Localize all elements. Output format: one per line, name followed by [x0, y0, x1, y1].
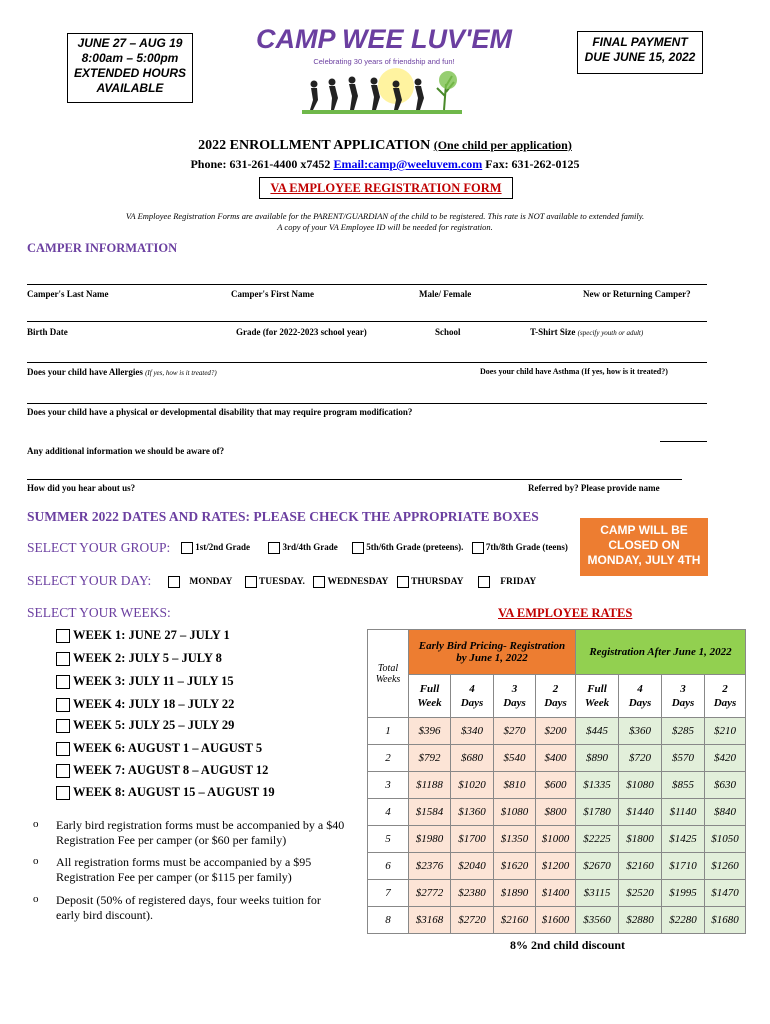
early-bird-rate-cell: $1400: [536, 880, 576, 907]
logo-tagline: Celebrating 30 years of friendship and fun!: [313, 57, 455, 66]
regular-rate-cell: $2880: [619, 907, 662, 934]
field-line[interactable]: [27, 321, 707, 322]
week-label: WEEK 1: JUNE 27 – JULY 1: [73, 628, 230, 642]
early-bird-rate-cell: $800: [536, 799, 576, 826]
regular-rate-cell: $1710: [662, 853, 705, 880]
regular-rate-cell: $1425: [662, 826, 705, 853]
week-label: WEEK 7: AUGUST 8 – AUGUST 12: [73, 763, 269, 777]
group-checkbox[interactable]: [352, 542, 364, 554]
rate-column-header: [451, 675, 494, 718]
early-bird-rate-cell: $1700: [451, 826, 494, 853]
regular-rate-cell: $3560: [576, 907, 619, 934]
regular-rate-cell: $720: [619, 745, 662, 772]
rate-column-header-line: Days: [503, 697, 526, 709]
regular-rate-cell: $1050: [705, 826, 746, 853]
camp-logo: [256, 24, 512, 119]
day-option-label: TUESDAY.: [258, 577, 305, 588]
rates-header-row: [368, 630, 746, 675]
regular-rate-cell: $570: [662, 745, 705, 772]
rate-column-header-line: Full: [419, 683, 440, 695]
regular-rate-cell: $890: [576, 745, 619, 772]
regular-rate-cell: $1080: [619, 772, 662, 799]
regular-rate-cell: $445: [576, 718, 619, 745]
day-label: SELECT YOUR DAY:: [27, 573, 152, 588]
rates-row: [368, 718, 746, 745]
early-bird-rate-cell: $340: [451, 718, 494, 745]
week-label: WEEK 4: JULY 18 – JULY 22: [73, 697, 235, 711]
bullet-icon: o: [33, 855, 39, 867]
early-bird-rate-cell: $792: [409, 745, 451, 772]
regular-rate-cell: $1780: [576, 799, 619, 826]
rate-column-header-line: 2: [722, 683, 728, 695]
intro-line-1: VA Employee Registration Forms are available for the PARENT/GUARDIAN of the child to be registered. This rate is NOT available to extended family.: [125, 211, 645, 221]
group-option-label: 3rd/4th Grade: [282, 542, 338, 553]
regular-rate-cell: $1680: [705, 907, 746, 934]
contact-line: [0, 157, 770, 172]
regular-rate-cell: $1260: [705, 853, 746, 880]
fax-text: Fax: 631-262-0125: [485, 157, 580, 171]
rate-column-header-line: Days: [713, 697, 737, 709]
early-bird-rate-cell: $2376: [409, 853, 451, 880]
week-label: WEEK 5: JULY 25 – JULY 29: [73, 718, 235, 732]
weeks-count-cell: 6: [368, 853, 409, 880]
field-line[interactable]: [27, 362, 707, 363]
allergies-label-text: Does your child have Allergies: [27, 367, 143, 377]
page-title: [0, 138, 770, 154]
regular-rate-cell: $210: [705, 718, 746, 745]
rate-column-header-line: 2: [552, 683, 559, 695]
weeks-count-cell: 3: [368, 772, 409, 799]
rate-column-header-line: Week: [584, 697, 610, 709]
early-bird-rate-cell: $1020: [451, 772, 494, 799]
week-checkbox[interactable]: [56, 764, 70, 778]
group-checkbox[interactable]: [181, 542, 193, 554]
rates-row: [368, 880, 746, 907]
tshirt-label-text: T-Shirt Size: [530, 327, 576, 337]
allergies-label: [27, 367, 217, 377]
rate-column-header-line: Days: [671, 697, 695, 709]
week-label: WEEK 6: AUGUST 1 – AUGUST 5: [73, 741, 263, 755]
early-bird-header: Early Bird Pricing- Registration by June 1, 2022: [409, 630, 576, 675]
rate-column-header-line: Full: [587, 683, 607, 695]
rate-column-header-line: 3: [511, 683, 518, 695]
asthma-label: Does your child have Asthma (If yes, how is it treated?): [480, 367, 668, 376]
early-bird-rate-cell: $1360: [451, 799, 494, 826]
rate-column-header-line: 3: [680, 683, 686, 695]
rates-row: [368, 853, 746, 880]
group-options: [181, 542, 568, 554]
group-option-label: 7th/8th Grade (teens): [485, 542, 568, 553]
gender-label: Male/ Female: [419, 289, 472, 299]
week-option: [56, 741, 262, 756]
regular-rate-cell: $2520: [619, 880, 662, 907]
rate-column-header: [662, 675, 705, 718]
regular-rate-cell: $1440: [619, 799, 662, 826]
weeks-count-cell: 5: [368, 826, 409, 853]
field-line[interactable]: [660, 441, 707, 442]
rates-row: [368, 799, 746, 826]
group-option-label: 1st/2nd Grade: [195, 542, 251, 553]
group-label: SELECT YOUR GROUP:: [27, 540, 171, 555]
hear-about-label: How did you hear about us?: [27, 483, 136, 493]
rate-column-header: [409, 675, 451, 718]
group-option-label: 5th/6th Grade (preteens).: [366, 542, 464, 553]
regular-rate-cell: $3115: [576, 880, 619, 907]
regular-rate-cell: $1335: [576, 772, 619, 799]
regular-header: Registration After June 1, 2022: [576, 630, 746, 675]
regular-rate-cell: $2670: [576, 853, 619, 880]
early-bird-rate-cell: $1584: [409, 799, 451, 826]
rates-table: [367, 629, 746, 934]
early-bird-rate-cell: $1000: [536, 826, 576, 853]
regular-rate-cell: $630: [705, 772, 746, 799]
regular-rate-cell: $1800: [619, 826, 662, 853]
early-bird-rate-cell: $1200: [536, 853, 576, 880]
day-option-label: FRIDAY: [500, 577, 537, 588]
early-bird-rate-cell: $1890: [494, 880, 536, 907]
rate-column-header: [576, 675, 619, 718]
field-line[interactable]: [27, 479, 682, 480]
regular-rate-cell: $1995: [662, 880, 705, 907]
registration-form-badge: VA EMPLOYEE REGISTRATION FORM: [259, 177, 513, 199]
early-bird-rate-cell: $2040: [451, 853, 494, 880]
summer-heading: SUMMER 2022 DATES AND RATES: PLEASE CHECK THE APPROPRIATE BOXES: [27, 509, 539, 524]
early-bird-rate-cell: $1600: [536, 907, 576, 934]
early-bird-rate-cell: $680: [451, 745, 494, 772]
sibling-discount-text: 8% 2nd child discount: [510, 938, 626, 952]
phone-text: Phone: 631-261-4400 x7452: [190, 157, 331, 171]
rate-column-header-line: Days: [460, 697, 484, 709]
week-label: WEEK 8: AUGUST 15 – AUGUST 19: [73, 785, 275, 799]
email-link[interactable]: Email:camp@weeluvem.com: [333, 157, 483, 171]
early-bird-rate-cell: $810: [494, 772, 536, 799]
camp-closed-box: CAMP WILL BE CLOSED ON MONDAY, JULY 4TH: [580, 518, 708, 576]
regular-rate-cell: $360: [619, 718, 662, 745]
regular-rate-cell: $855: [662, 772, 705, 799]
day-checkbox[interactable]: [168, 576, 180, 588]
total-weeks-header: Total Weeks: [368, 630, 409, 718]
rates-row: [368, 907, 746, 934]
week-checkbox[interactable]: [56, 698, 70, 712]
week-option: [56, 651, 222, 666]
rate-column-header-line: 4: [637, 683, 643, 695]
allergies-note: (If yes, how is it treated?): [145, 369, 217, 377]
first-name-label: Camper's First Name: [231, 289, 314, 299]
rates-row: [368, 745, 746, 772]
field-line[interactable]: [27, 403, 707, 404]
regular-rate-cell: $2280: [662, 907, 705, 934]
birth-date-label: Birth Date: [27, 327, 68, 337]
early-bird-rate-cell: $2380: [451, 880, 494, 907]
day-option-label: MONDAY: [189, 577, 233, 588]
new-returning-label: New or Returning Camper?: [583, 289, 691, 299]
note-item: All registration forms must be accompanied by a $95 Registration Fee per camper (or $115 per family): [56, 855, 312, 884]
rate-column-header: [705, 675, 746, 718]
week-label: WEEK 2: JULY 5 – JULY 8: [73, 651, 222, 665]
rates-column-row: [368, 675, 746, 718]
regular-rate-cell: $2225: [576, 826, 619, 853]
day-option-label: WEDNESDAY: [327, 577, 389, 588]
early-bird-rate-cell: $2772: [409, 880, 451, 907]
early-bird-rate-cell: $1080: [494, 799, 536, 826]
early-bird-rate-cell: $1188: [409, 772, 451, 799]
weeks-count-cell: 7: [368, 880, 409, 907]
week-checkbox[interactable]: [56, 629, 70, 643]
rate-column-header: [619, 675, 662, 718]
week-option: [56, 763, 268, 778]
tshirt-label: [530, 327, 643, 337]
bullet-icon: o: [33, 893, 39, 905]
week-option: [56, 628, 230, 643]
rate-column-header-line: Days: [544, 697, 567, 709]
school-label: School: [435, 327, 461, 337]
tshirt-note: (specify youth or adult): [577, 329, 644, 337]
early-bird-rate-cell: $2160: [494, 907, 536, 934]
early-bird-rate-cell: $600: [536, 772, 576, 799]
bullet-icon: o: [33, 818, 39, 830]
week-checkbox[interactable]: [56, 742, 70, 756]
camper-info-heading: CAMPER INFORMATION: [27, 241, 178, 255]
note-item: Early bird registration forms must be accompanied by a $40 Registration Fee per camper (or $60 per family): [56, 818, 345, 847]
early-bird-rate-cell: $2720: [451, 907, 494, 934]
logo-art: [256, 24, 512, 119]
weeks-label: SELECT YOUR WEEKS:: [27, 605, 171, 620]
early-bird-rate-cell: $1350: [494, 826, 536, 853]
intro-line-2: A copy of your VA Employee ID will be needed for registration.: [277, 222, 493, 232]
week-label: WEEK 3: JULY 11 – JULY 15: [73, 674, 234, 688]
early-bird-rate-cell: $540: [494, 745, 536, 772]
early-bird-rate-cell: $270: [494, 718, 536, 745]
week-checkbox[interactable]: [56, 786, 70, 800]
regular-rate-cell: $1470: [705, 880, 746, 907]
rate-column-header: [494, 675, 536, 718]
rates-heading: VA EMPLOYEE RATES: [498, 606, 633, 620]
rates-row: [368, 826, 746, 853]
early-bird-rate-cell: $400: [536, 745, 576, 772]
rate-column-header-line: Week: [417, 697, 442, 709]
referred-by-label: Referred by? Please provide name: [528, 483, 660, 493]
additional-info-label: Any additional information we should be aware of?: [27, 446, 225, 456]
rate-column-header-line: Days: [628, 697, 652, 709]
weeks-count-cell: 1: [368, 718, 409, 745]
field-line[interactable]: [27, 284, 707, 285]
title-text: 2022 ENROLLMENT APPLICATION: [198, 138, 431, 153]
week-option: [56, 718, 234, 733]
day-options: [168, 576, 536, 588]
weeks-count-cell: 8: [368, 907, 409, 934]
week-checkbox[interactable]: [56, 675, 70, 689]
early-bird-rate-cell: $200: [536, 718, 576, 745]
week-option: [56, 674, 234, 689]
week-option: [56, 697, 234, 712]
disability-label: Does your child have a physical or developmental disability that may require program modification?: [27, 407, 413, 417]
intro-text: [0, 211, 770, 233]
rate-column-header-line: 4: [469, 683, 475, 695]
regular-rate-cell: $840: [705, 799, 746, 826]
regular-rate-cell: $2160: [619, 853, 662, 880]
last-name-label: Camper's Last Name: [27, 289, 109, 299]
logo-name: CAMP WEE LUV'EM: [256, 24, 512, 54]
rate-column-header: [536, 675, 576, 718]
day-checkbox[interactable]: [397, 576, 409, 588]
early-bird-rate-cell: $396: [409, 718, 451, 745]
regular-rate-cell: $285: [662, 718, 705, 745]
note-item: Deposit (50% of registered days, four weeks tuition for early bird discount).: [56, 893, 321, 922]
early-bird-rate-cell: $1620: [494, 853, 536, 880]
grade-label: Grade (for 2022-2023 school year): [236, 327, 367, 337]
week-checkbox[interactable]: [56, 719, 70, 733]
early-bird-rate-cell: $1980: [409, 826, 451, 853]
day-checkbox[interactable]: [245, 576, 257, 588]
weeks-count-cell: 2: [368, 745, 409, 772]
regular-rate-cell: $1140: [662, 799, 705, 826]
group-checkbox[interactable]: [472, 542, 484, 554]
dates-hours-box: JUNE 27 – AUG 19 8:00am – 5:00pm EXTENDED HOURS AVAILABLE: [67, 33, 193, 103]
day-checkbox[interactable]: [478, 576, 490, 588]
final-payment-box: FINAL PAYMENT DUE JUNE 15, 2022: [577, 31, 703, 74]
title-note: (One child per application): [433, 138, 572, 152]
week-checkbox[interactable]: [56, 652, 70, 666]
week-option: [56, 785, 275, 800]
sibling-discount: [510, 938, 625, 953]
rates-row: [368, 772, 746, 799]
early-bird-rate-cell: $3168: [409, 907, 451, 934]
day-option-label: THURSDAY: [411, 577, 464, 588]
group-checkbox[interactable]: [268, 542, 280, 554]
regular-rate-cell: $420: [705, 745, 746, 772]
day-checkbox[interactable]: [313, 576, 325, 588]
weeks-count-cell: 4: [368, 799, 409, 826]
